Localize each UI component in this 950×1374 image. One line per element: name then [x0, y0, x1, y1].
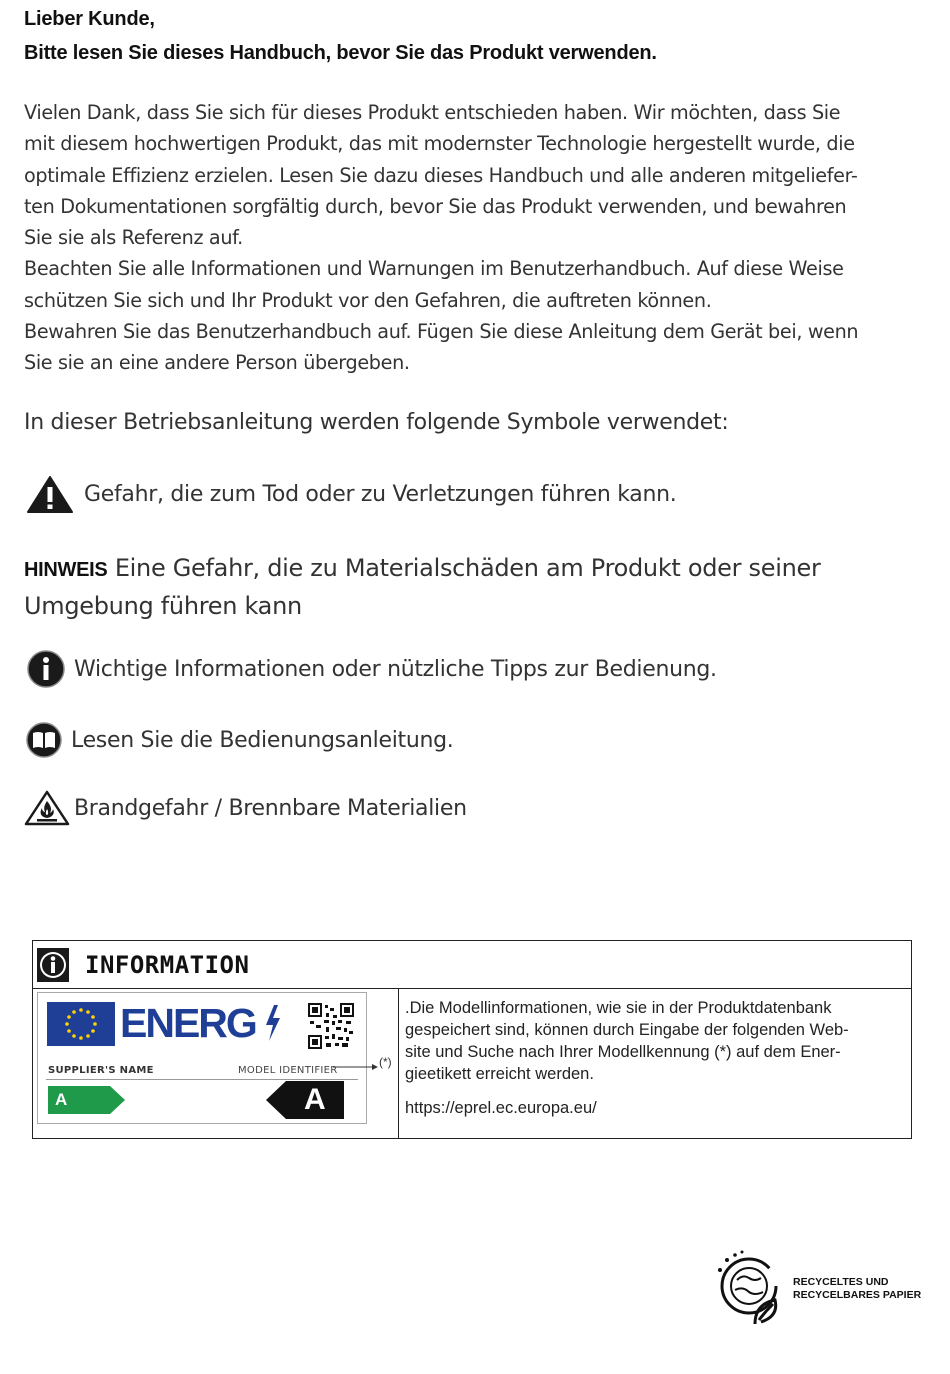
intro-line: Vielen Dank, dass Sie sich für dieses Produkt entschieden haben. Wir möchten, dass Sie	[24, 101, 841, 124]
intro-line: Sie sie an eine andere Person übergeben.	[24, 351, 410, 375]
energy-class-left: A	[55, 1090, 68, 1109]
energy-wordmark: ENERG	[120, 1000, 256, 1046]
intro-line: optimale Effizienz erzielen. Lesen Sie dazu dieses Handbuch und alle anderen mitgeliefer-	[24, 163, 858, 187]
information-text-line: gespeichert sind, können durch Eingabe der folgenden Web-	[405, 1021, 849, 1039]
recycled-paper-label	[793, 1276, 921, 1302]
symbol-notice	[24, 550, 904, 624]
energy-class-right: A	[304, 1083, 326, 1116]
symbol-danger-text: Gefahr, die zum Tod oder zu Verletzungen führen kann.	[84, 481, 677, 507]
recycled-paper-line-1: RECYCELTES UND	[793, 1276, 889, 1288]
symbol-danger-row	[26, 474, 676, 514]
notice-text-1: Eine Gefahr, die zu Materialschäden am Produkt oder seiner	[114, 554, 821, 582]
model-marker: (*)	[379, 1055, 392, 1069]
symbol-info-text: Wichtige Informationen oder nützliche Tipps zur Bedienung.	[74, 656, 717, 682]
greeting-line-2: Bitte lesen Sie dieses Handbuch, bevor Sie das Produkt verwenden.	[24, 42, 657, 64]
information-text-line: site und Suche nach Ihrer Modellkennung (*) auf dem Ener-	[405, 1043, 841, 1061]
information-box	[32, 940, 912, 1139]
symbol-fire-row	[23, 789, 467, 827]
information-header	[33, 941, 911, 989]
symbol-fire-text: Brandgefahr / Brennbare Materialien	[74, 795, 467, 821]
recycled-paper-line-2: RECYCELBARES PAPIER	[793, 1289, 922, 1301]
book-circle-icon	[25, 721, 65, 759]
notice-text-2: Umgebung führen kann	[24, 592, 302, 620]
info-square-icon	[37, 948, 69, 982]
recycled-paper-icon	[715, 1250, 785, 1328]
model-identifier-label: MODEL IDENTIFIER	[238, 1065, 338, 1076]
information-title: INFORMATION	[85, 950, 250, 979]
energy-label-cell	[33, 988, 399, 1138]
symbol-manual-text: Lesen Sie die Bedienungsanleitung.	[71, 727, 454, 753]
intro-line: Sie sie als Referenz auf.	[24, 226, 243, 250]
information-text-line: gieetikett erreicht werden.	[405, 1065, 594, 1083]
warning-triangle-icon	[26, 474, 76, 514]
information-text	[405, 997, 885, 1119]
greeting-line-1: Lieber Kunde,	[24, 8, 155, 30]
supplier-name-label: SUPPLIER'S NAME	[48, 1065, 154, 1076]
fire-warning-icon	[23, 789, 71, 827]
symbol-manual-row	[25, 721, 454, 759]
eu-flag-icon	[47, 1002, 115, 1046]
symbol-info-row	[26, 649, 717, 689]
eprel-link[interactable]: https://eprel.ec.europa.eu/	[405, 1099, 597, 1117]
info-circle-icon	[26, 649, 66, 689]
intro-line: mit diesem hochwertigen Produkt, das mit modernster Technologie hergestellt wurde, die	[24, 132, 855, 156]
energy-label	[37, 992, 367, 1124]
symbols-heading: In dieser Betriebsanleitung werden folgende Symbole verwendet:	[24, 410, 729, 435]
lightning-icon	[264, 1005, 282, 1041]
energy-class-arrow-right	[266, 1081, 344, 1119]
label-divider	[46, 1079, 358, 1080]
pointer-arrow-icon	[333, 1059, 378, 1069]
intro-line: Bewahren Sie das Benutzerhandbuch auf. Fügen Sie diese Anleitung dem Gerät bei, wenn	[24, 320, 859, 344]
intro-paragraph	[24, 97, 924, 379]
energy-class-arrow-left	[48, 1086, 126, 1114]
intro-line: Beachten Sie alle Informationen und Warnungen im Benutzerhandbuch. Auf diese Weise	[24, 257, 844, 281]
intro-line: schützen Sie sich und Ihr Produkt vor den Gefahren, die auftreten können.	[24, 288, 712, 312]
intro-line: ten Dokumentationen sorgfältig durch, bevor Sie das Produkt verwenden, und bewahren	[24, 194, 847, 218]
notice-label: HINWEIS	[24, 559, 108, 581]
information-text-line: .Die Modellinformationen, wie sie in der Produktdatenbank	[405, 999, 832, 1017]
qr-code-icon	[308, 1003, 354, 1049]
